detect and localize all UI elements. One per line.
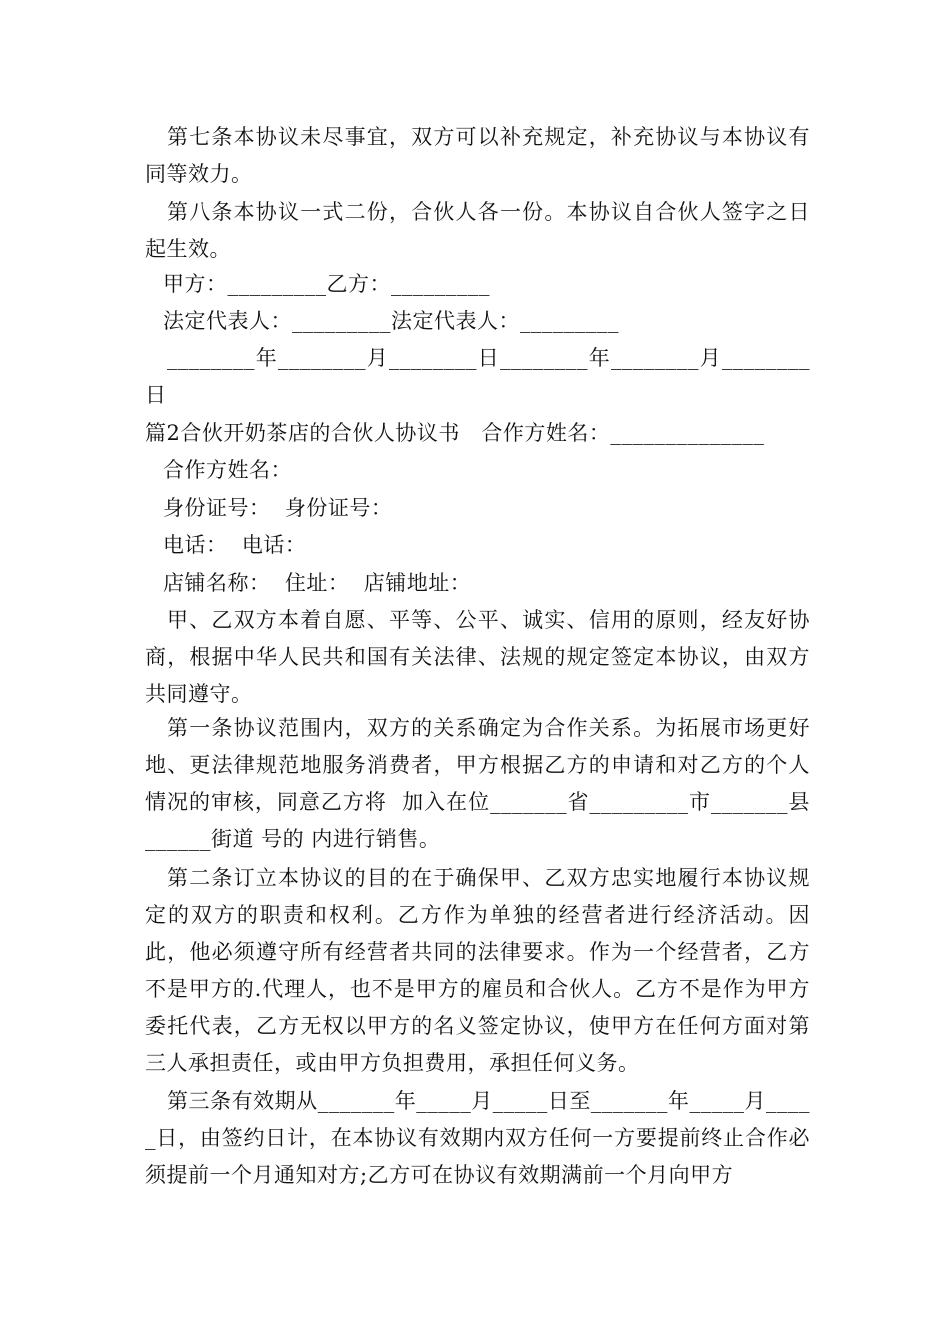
field-id-number: 身份证号： 身份证号： (163, 496, 393, 520)
preamble-paragraph: 甲、乙双方本着自愿、平等、公平、诚实、信用的原则，经友好协商，根据中华人民共和国有关法律、法规的规定签定本协议，由双方共同遵守。 (145, 608, 810, 706)
article-seven: 第七条本协议未尽事宜，双方可以补充规定，补充协议与本协议有同等效力。 (145, 125, 810, 186)
article-two: 第二条订立本协议的目的在于确保甲、乙双方忠实地履行本协议规定的双方的职责和权利。乙方作为单独的经营者进行经济活动。因此，他必须遵守所有经营者共同的法律要求。作为一个经营者，乙方不是甲方的.代理人，也不是甲方的雇员和合伙人。乙方不是作为甲方委托代表，乙方无权以甲方的名义签定协议，使甲方在任何方面对第三人承担责任，或由甲方负担费用，承担任何义务。 (145, 866, 810, 1075)
section-title: 篇2合伙开奶茶店的合伙人协议书 合作方姓名：______________ (145, 421, 765, 445)
article-three: 第三条有效期从_______年_____月_____日至_______年_____月_____日，由签约日计，在本协议有效期内双方任何一方要提前终止合作必须提前一个月通知对方;乙方可在协议有效期满前一个月向甲方 (145, 1089, 810, 1187)
article-eight: 第八条本协议一式二份，合伙人各一份。本协议自合伙人签字之日起生效。 (145, 200, 810, 261)
field-shop: 店铺名称： 住址： 店铺地址： (163, 571, 472, 595)
signature-dates: ________年________月________日________年________月________日 (145, 346, 810, 407)
signature-parties: 甲方：_________乙方：_________ (163, 272, 490, 296)
signature-representatives: 法定代表人：_________法定代表人：_________ (163, 309, 619, 333)
article-one: 第一条协议范围内，双方的关系确定为合作关系。为拓展市场更好地、更法律规范地服务消费者，甲方根据乙方的申请和对乙方的个人情况的审核，同意乙方将 加入在位_______省_________市_______县______街道 号的 内进行销售。 (145, 716, 810, 851)
field-phone: 电话： 电话： (163, 533, 307, 557)
field-partner-name: 合作方姓名： (163, 458, 292, 482)
